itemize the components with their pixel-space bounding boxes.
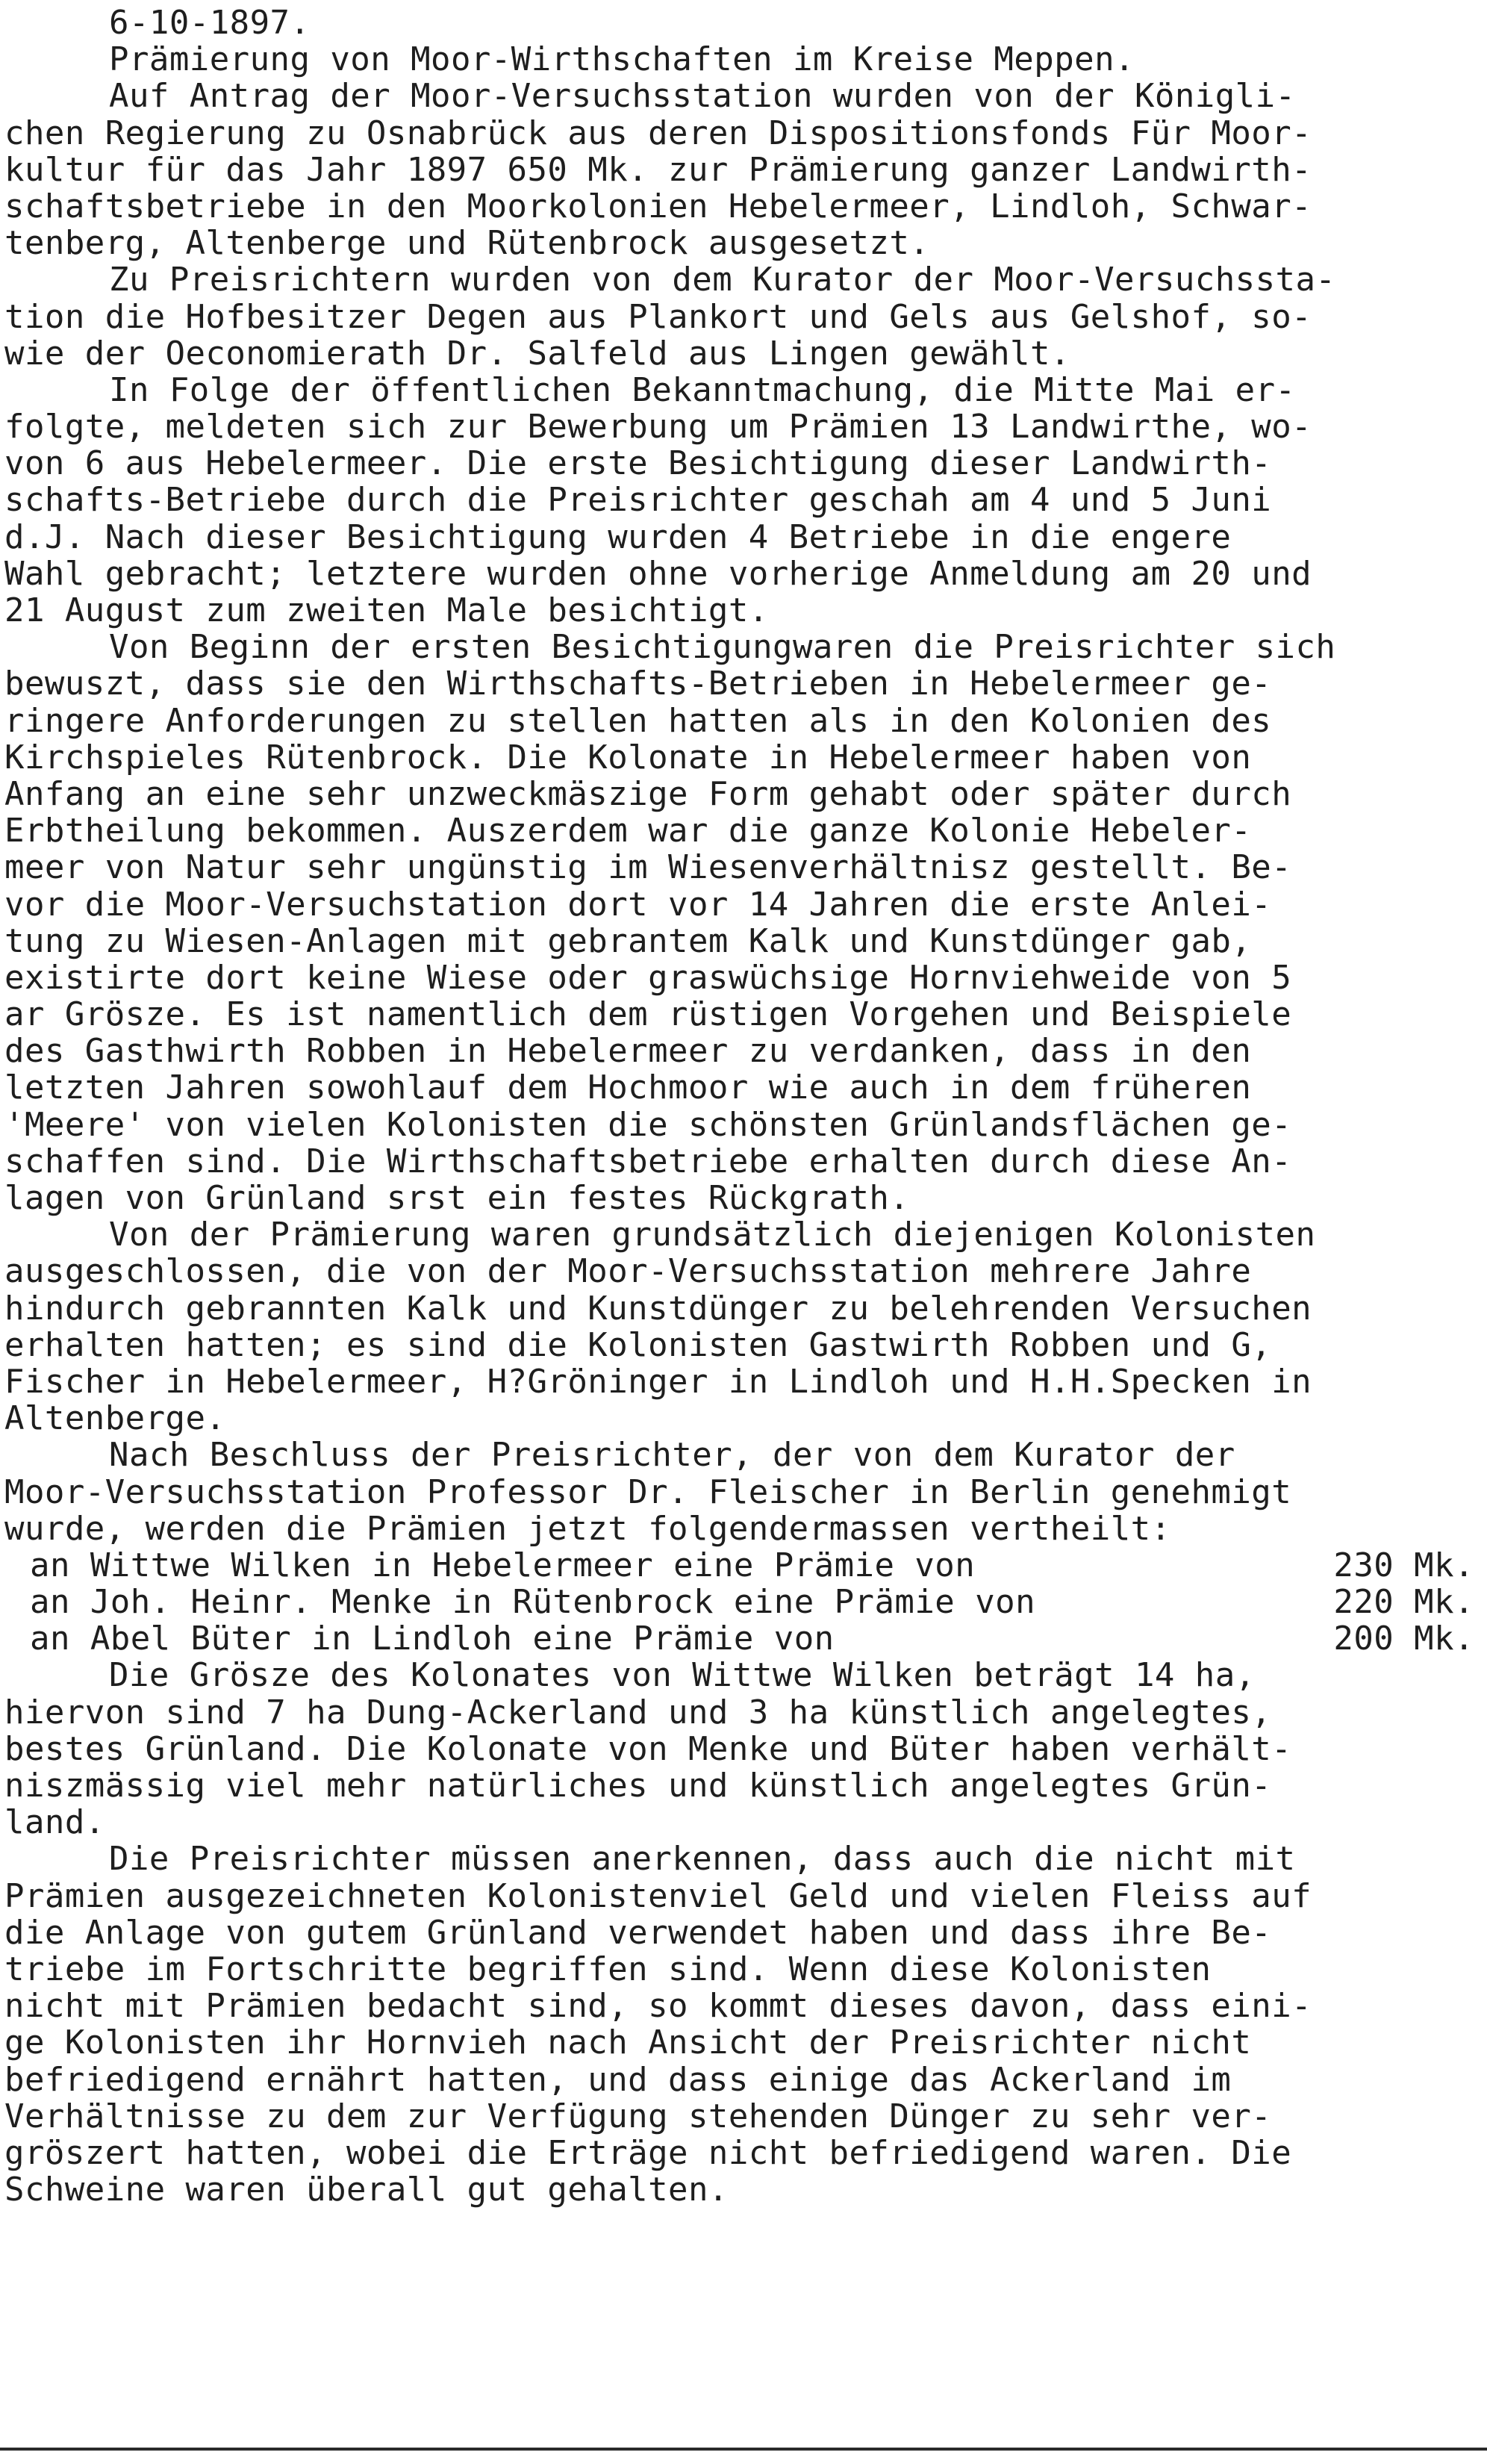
text-line: Nach Beschluss der Preisrichter, der von dem Kurator der: [109, 1436, 1235, 1475]
text-line: ausgeschlossen, die von der Moor-Versuchsstation mehrere Jahre: [4, 1252, 1252, 1291]
text-line: schaftsbetriebe in den Moorkolonien Hebelermeer, Lindloh, Schwar-: [4, 187, 1312, 225]
prize-spacer: [975, 1547, 1333, 1584]
text-line: Auf Antrag der Moor-Versuchsstation wurden von der Königli-: [109, 77, 1296, 116]
text-line: tion die Hofbesitzer Degen aus Plankort und Gels aus Gelshof, so-: [4, 297, 1312, 336]
prize-row: [4, 1547, 1479, 1584]
text-line: niszmässig viel mehr natürliches und künstlich angelegtes Grün-: [4, 1767, 1272, 1805]
text-line: Die Preisrichter müssen anerkennen, dass auch die nicht mit: [109, 1840, 1296, 1879]
text-line: gröszert hatten, wobei die Erträge nicht befriedigend waren. Die: [4, 2133, 1292, 2172]
text-line: wurde, werden die Prämien jetzt folgendermassen vertheilt:: [4, 1509, 1171, 1548]
text-line: Prämien ausgezeichneten Kolonistenviel Geld und vielen Fleiss auf: [4, 1876, 1312, 1915]
text-line: In Folge der öffentlichen Bekanntmachung, die Mitte Mai er-: [109, 370, 1296, 409]
text-line: Prämierung von Moor-Wirthschaften im Kreise Meppen.: [109, 40, 1135, 79]
text-line: land.: [4, 1803, 105, 1842]
prize-spacer: [1035, 1584, 1333, 1620]
text-line: tenberg, Altenberge und Rütenbrock ausgesetzt.: [4, 224, 930, 263]
text-line: hindurch gebrannten Kalk und Kunstdünger zu belehrenden Versuchen: [4, 1289, 1312, 1328]
prize-amount: 220 Mk.: [1333, 1583, 1474, 1622]
prize-recipient: an Wittwe Wilken in Hebelermeer eine Prämie von: [30, 1546, 976, 1584]
prize-amount: 200 Mk.: [1333, 1620, 1474, 1658]
text-line: Schweine waren überall gut gehalten.: [4, 2171, 729, 2209]
text-line: bewuszt, dass sie den Wirthschafts-Betrieben in Hebelermeer ge-: [4, 665, 1272, 703]
text-line: befriedigend ernährt hatten, und dass einige das Ackerland im: [4, 2060, 1232, 2099]
text-line: schaffen sind. Die Wirthschaftsbetriebe erhalten durch diese An-: [4, 1142, 1292, 1180]
text-line: lagen von Grünland srst ein festes Rückgrath.: [4, 1179, 910, 1217]
text-line: triebe im Fortschritte begriffen sind. Wenn diese Kolonisten: [4, 1950, 1212, 1988]
text-line: Kirchspieles Rütenbrock. Die Kolonate in Hebelermeer haben von: [4, 738, 1252, 777]
text-line: existirte dort keine Wiese oder graswüchsige Hornviehweide von 5: [4, 958, 1292, 997]
text-line: letzten Jahren sowohlauf dem Hochmoor wie auch in dem früheren: [4, 1068, 1252, 1107]
text-line: Zu Preisrichtern wurden von dem Kurator der Moor-Versuchssta-: [109, 261, 1336, 299]
prize-row: [4, 1584, 1479, 1620]
text-line: Die Grösze des Kolonates von Wittwe Wilken beträgt 14 ha,: [109, 1656, 1256, 1695]
text-line: hiervon sind 7 ha Dung-Ackerland und 3 ha künstlich angelegtes,: [4, 1693, 1272, 1732]
text-line: 'Meere' von vielen Kolonisten die schönsten Grünlandsflächen ge-: [4, 1105, 1292, 1144]
text-line: schafts-Betriebe durch die Preisrichter geschah am 4 und 5 Juni: [4, 481, 1272, 520]
text-line: ge Kolonisten ihr Hornvieh nach Ansicht der Preisrichter nicht: [4, 2023, 1252, 2062]
prize-recipient: an Joh. Heinr. Menke in Rütenbrock eine Prämie von: [30, 1583, 1036, 1622]
text-line: Von Beginn der ersten Besichtigungwaren die Preisrichter sich: [109, 628, 1336, 667]
text-line: ar Grösze. Es ist namentlich dem rüstigen Vorgehen und Beispiele: [4, 995, 1292, 1034]
text-line: des Gasthwirth Robben in Hebelermeer zu verdanken, dass in den: [4, 1032, 1252, 1071]
text-line: bestes Grünland. Die Kolonate von Menke und Büter haben verhält-: [4, 1729, 1292, 1768]
text-line: meer von Natur sehr ungünstig im Wiesenverhältnisz gestellt. Be-: [4, 848, 1292, 887]
text-line: Wahl gebracht; letztere wurden ohne vorherige Anmeldung am 20 und: [4, 554, 1312, 593]
text-line: von 6 aus Hebelermeer. Die erste Besichtigung dieser Landwirth-: [4, 444, 1272, 483]
text-line: vor die Moor-Versuchstation dort vor 14 Jahren die erste Anlei-: [4, 885, 1272, 924]
text-line: chen Regierung zu Osnabrück aus deren Dispositionsfonds Für Moor-: [4, 113, 1312, 152]
prize-spacer: [835, 1620, 1334, 1657]
bottom-rule: [0, 2448, 1487, 2451]
text-line: Altenberge.: [4, 1399, 226, 1438]
text-line: 21 August zum zweiten Male besichtigt.: [4, 591, 769, 629]
text-line: 6-10-1897.: [109, 4, 311, 42]
text-line: die Anlage von gutem Grünland verwendet haben und dass ihre Be-: [4, 1913, 1272, 1952]
text-line: Verhältnisse zu dem zur Verfügung stehenden Dünger zu sehr ver-: [4, 2097, 1272, 2135]
text-line: d.J. Nach dieser Besichtigung wurden 4 Betriebe in die engere: [4, 517, 1232, 556]
prize-amount: 230 Mk.: [1333, 1546, 1474, 1584]
text-line: ringere Anforderungen zu stellen hatten als in den Kolonien des: [4, 701, 1272, 740]
document-body: [4, 4, 1479, 2208]
prize-recipient: an Abel Büter in Lindloh eine Prämie von: [30, 1620, 835, 1658]
prize-row: [4, 1620, 1479, 1657]
text-line: Moor-Versuchsstation Professor Dr. Fleischer in Berlin genehmigt: [4, 1472, 1292, 1511]
text-line: Von der Prämierung waren grundsätzlich diejenigen Kolonisten: [109, 1216, 1316, 1254]
text-line: nicht mit Prämien bedacht sind, so kommt dieses davon, dass eini-: [4, 1987, 1312, 2026]
text-line: Anfang an eine sehr unzweckmäszige Form gehabt oder später durch: [4, 774, 1292, 813]
text-line: Fischer in Hebelermeer, H?Gröninger in Lindloh und H.H.Specken in: [4, 1362, 1312, 1401]
text-line: wie der Oeconomierath Dr. Salfeld aus Lingen gewählt.: [4, 334, 1070, 373]
text-line: folgte, meldeten sich zur Bewerbung um Prämien 13 Landwirthe, wo-: [4, 408, 1312, 447]
text-line: tung zu Wiesen-Anlagen mit gebrantem Kalk und Kunstdünger gab,: [4, 921, 1252, 960]
text-line: kultur für das Jahr 1897 650 Mk. zur Prämierung ganzer Landwirth-: [4, 150, 1312, 189]
text-line: Erbtheilung bekommen. Auszerdem war die ganze Kolonie Hebeler-: [4, 812, 1252, 850]
text-line: erhalten hatten; es sind die Kolonisten Gastwirth Robben und G,: [4, 1325, 1272, 1364]
